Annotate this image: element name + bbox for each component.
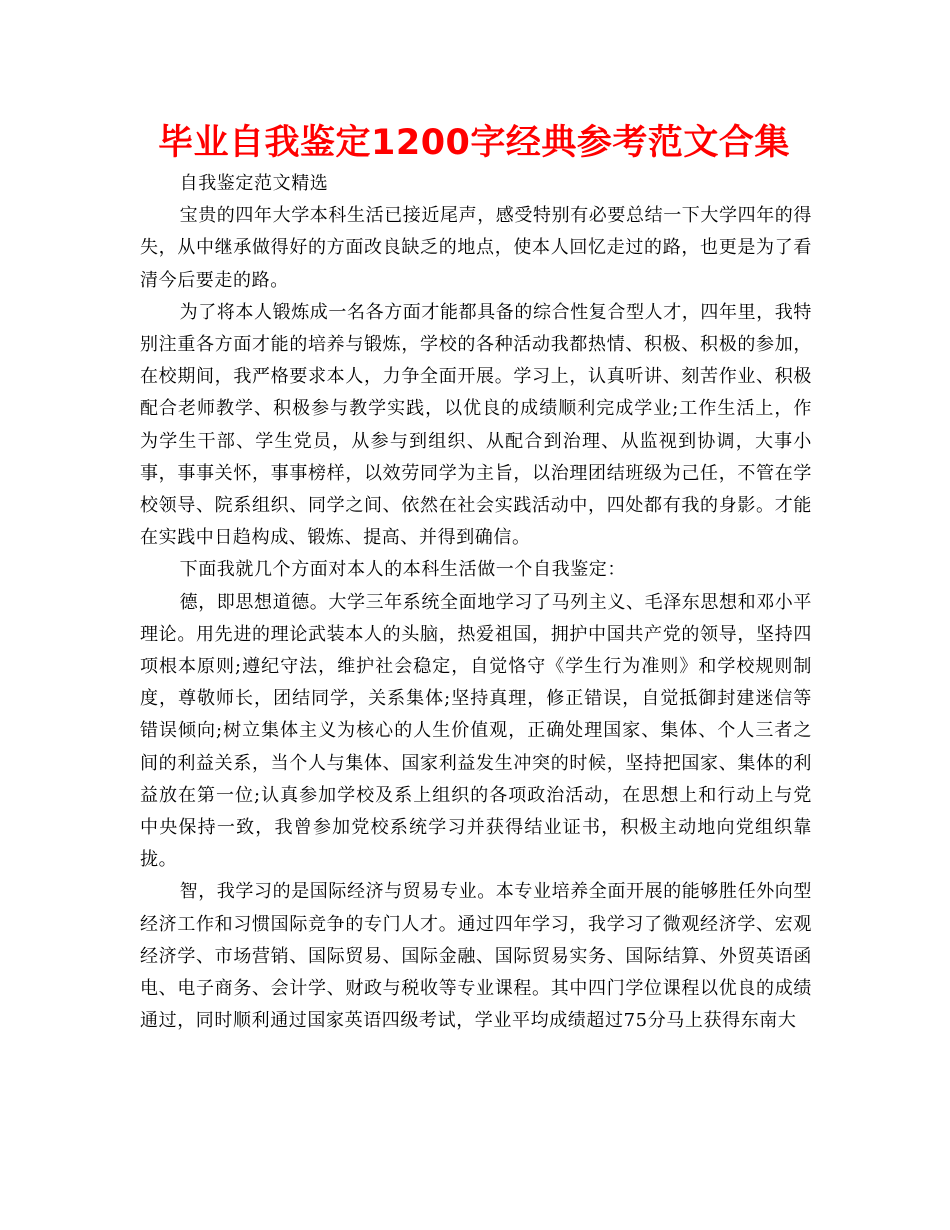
document-body: [140, 168, 812, 1037]
body-paragraph: 智，我学习的是国际经济与贸易专业。本专业培养全面开展的能够胜任外向型经济工作和习惯国际竞争的专门人才。通过四年学习，我学习了微观经济学、宏观经济学、市场营销、国际贸易、国际金融、国际贸易实务、国际结算、外贸英语函电、电子商务、会计学、财政与税收等专业课程。其中四门学位课程以优良的成绩通过，同时顺利通过国家英语四级考试，学业平均成绩超过75分马上获得东南大: [140, 881, 812, 1032]
body-paragraph: 为了将本人锻炼成一名各方面才能都具备的综合性复合型人才，四年里，我特别注重各方面才能的培养与锻炼，学校的各种活动我都热情、积极、积极的参加，在校期间，我严格要求本人，力争全面开展。学习上，认真听讲、刻苦作业、积极配合老师教学、积极参与教学实践，以优良的成绩顺利完成学业;工作生活上，作为学生干部、学生党员，从参与到组织、从配合到治理、从监视到协调，大事小事，事事关怀，事事榜样，以效劳同学为主旨，以治理团结班级为己任，不管在学校领导、院系组织、同学之间、依然在社会实践活动中，四处都有我的身影。才能在实践中日趋构成、锻炼、提高、并得到确信。: [140, 301, 812, 549]
subtitle-paragraph: 自我鉴定范文精选: [179, 173, 329, 194]
body-paragraph: 下面我就几个方面对本人的本科生活做一个自我鉴定：: [179, 559, 626, 581]
body-paragraph: 德，即思想道德。大学三年系统全面地学习了马列主义、毛泽东思想和邓小平理论。用先进的理论武装本人的头脑，热爱祖国，拥护中国共产党的领导，坚持四项根本原则;遵纪守法，维护社会稳定，自觉恪守《学生行为准则》和学校规则制度，尊敬师长，团结同学，关系集体;坚持真理，修正错误，自觉抵御封建迷信等错误倾向;树立集体主义为核心的人生价值观，正确处理国家、集体、个人三者之间的利益关系，当个人与集体、国家利益发生冲突的时候，坚持把国家、集体的利益放在第一位;认真参加学校及系上组织的各项政治活动，在思想上和行动上与党中央保持一致，我曾参加党校系统学习并获得结业证书，积极主动地向党组织靠拢。: [140, 591, 812, 871]
document-title: 毕业自我鉴定1200字经典参考范文合集: [158, 123, 790, 163]
body-paragraph: 宝贵的四年大学本科生活已接近尾声，感受特别有必要总结一下大学四年的得失，从中继承做得好的方面改良缺乏的地点，使本人回忆走过的路，也更是为了看清今后要走的路。: [140, 205, 812, 291]
